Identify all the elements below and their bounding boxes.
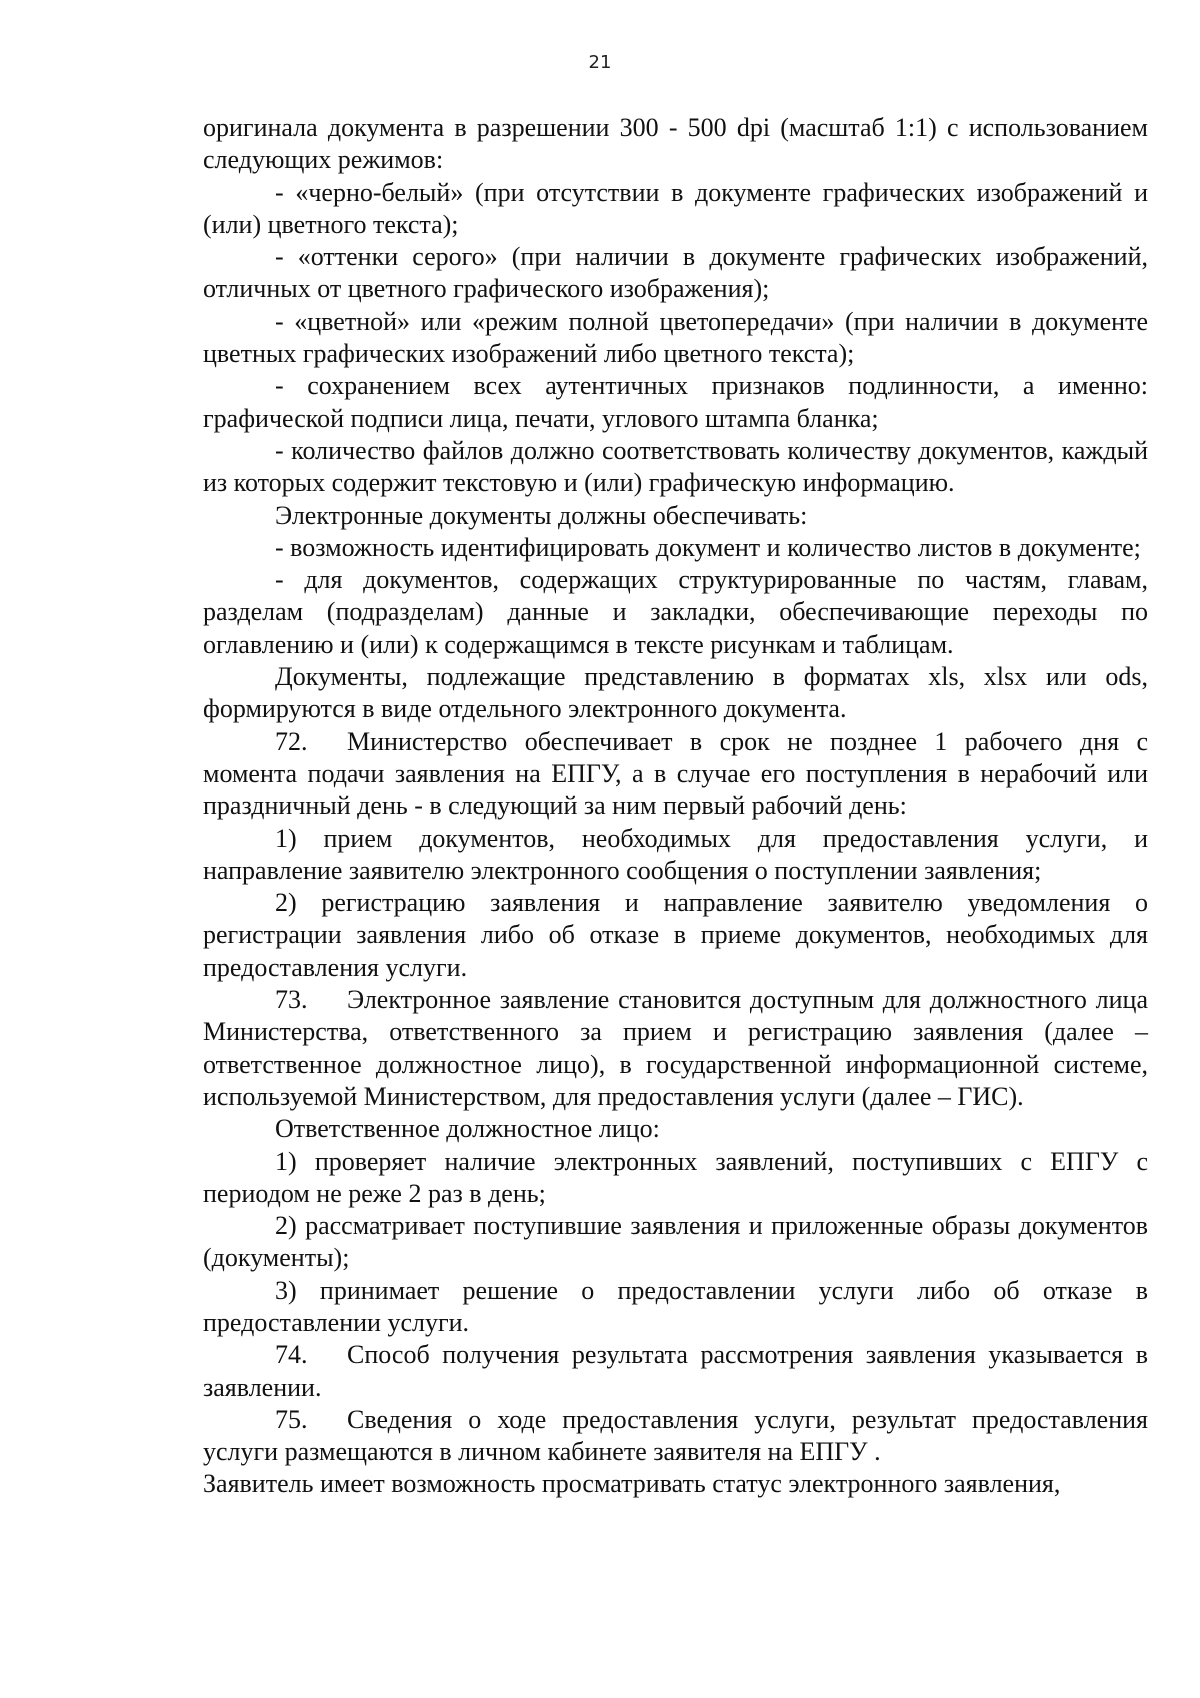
list-item-registration: 2) регистрацию заявления и направление заявителю уведомления о регистрации заявления либо об отказе в приеме документов, необходимых для предоставления услуги.: [203, 888, 1148, 982]
clause-number: 72.: [275, 726, 308, 756]
clause-text: Способ получения результата рассмотрения заявления указывается в заявлении.: [203, 1340, 1148, 1402]
clause-72: [203, 726, 1148, 823]
clause-number: 75.: [275, 1404, 308, 1434]
clause-74: [203, 1339, 1148, 1404]
clause-number: 73.: [275, 985, 308, 1015]
list-item-structured-docs: - для документов, содержащих структурированные по частям, главам, разделам (подразделам) данные и закладки, обеспечивающие переходы по оглавлению и (или) к содержащимся в тексте рисункам и таблицам.: [203, 565, 1148, 659]
paragraph-electronic-documents: Электронные документы должны обеспечивать:: [275, 500, 808, 530]
clause-text: Министерство обеспечивает в срок не позднее 1 рабочего дня с момента подачи заявления на ЕПГУ, а в случае его поступления в нерабочий или праздничный день - в следующий за ним первый рабочий день:: [203, 726, 1148, 821]
list-item-reviews: 2) рассматривает поступившие заявления и приложенные образы документов (документы);: [203, 1211, 1148, 1273]
clause-text: Сведения о ходе предоставления услуги, результат предоставления услуги размещаются в личном кабинете заявителя на ЕПГУ .: [203, 1404, 1148, 1467]
clause-73: [203, 984, 1148, 1113]
list-item-file-count: - количество файлов должно соответствовать количеству документов, каждый из которых содержит текстовую и (или) графическую информацию.: [203, 435, 1148, 498]
clause-75: [203, 1404, 1148, 1469]
paragraph-scan-requirements: оригинала документа в разрешении 300 - 500 dpi (масштаб 1:1) с использованием следующих режимов:: [203, 113, 1148, 175]
list-item-checks: 1) проверяет наличие электронных заявлений, поступивших с ЕПГУ с периодом не реже 2 раз в день;: [203, 1146, 1148, 1208]
paragraph-responsible-official: Ответственное должностное лицо:: [275, 1114, 660, 1144]
list-item-decision: 3) принимает решение о предоставлении услуги либо об отказе в предоставлении услуги.: [203, 1275, 1148, 1337]
document-body: [203, 112, 1148, 1501]
list-item-bw-mode: - «черно-белый» (при отсутствии в документе графических изображений и (или) цветного текста);: [203, 177, 1148, 239]
clause-number: 74.: [275, 1340, 308, 1370]
page-number: 21: [588, 52, 612, 73]
list-item-grayscale-mode: - «оттенки серого» (при наличии в документе графических изображений, отличных от цветного графического изображения);: [203, 242, 1148, 304]
paragraph-spreadsheet-formats: Документы, подлежащие представлению в форматах xls, xlsx или ods, формируются в виде отдельного электронного документа.: [203, 662, 1148, 724]
list-item-identification: - возможность идентифицировать документ и количество листов в документе;: [275, 532, 1141, 562]
clause-text: Электронное заявление становится доступным для должностного лица Министерства, ответственного за прием и регистрацию заявления (далее – ответственное должностное лицо), в государственной информационной системе, используемой Министерством, для предоставления услуги (далее – ГИС).: [203, 985, 1148, 1111]
list-item-receipt: 1) прием документов, необходимых для предоставления услуги, и направление заявителю электронного сообщения о поступлении заявления;: [203, 823, 1148, 885]
list-item-color-mode: - «цветной» или «режим полной цветопередачи» (при наличии в документе цветных графических изображений либо цветного текста);: [203, 306, 1148, 369]
list-item-authenticity: - сохранением всех аутентичных признаков подлинности, а именно: графической подписи лица, печати, углового штампа бланка;: [203, 371, 1148, 433]
paragraph-status-view: Заявитель имеет возможность просматривать статус электронного заявления,: [203, 1469, 1061, 1499]
